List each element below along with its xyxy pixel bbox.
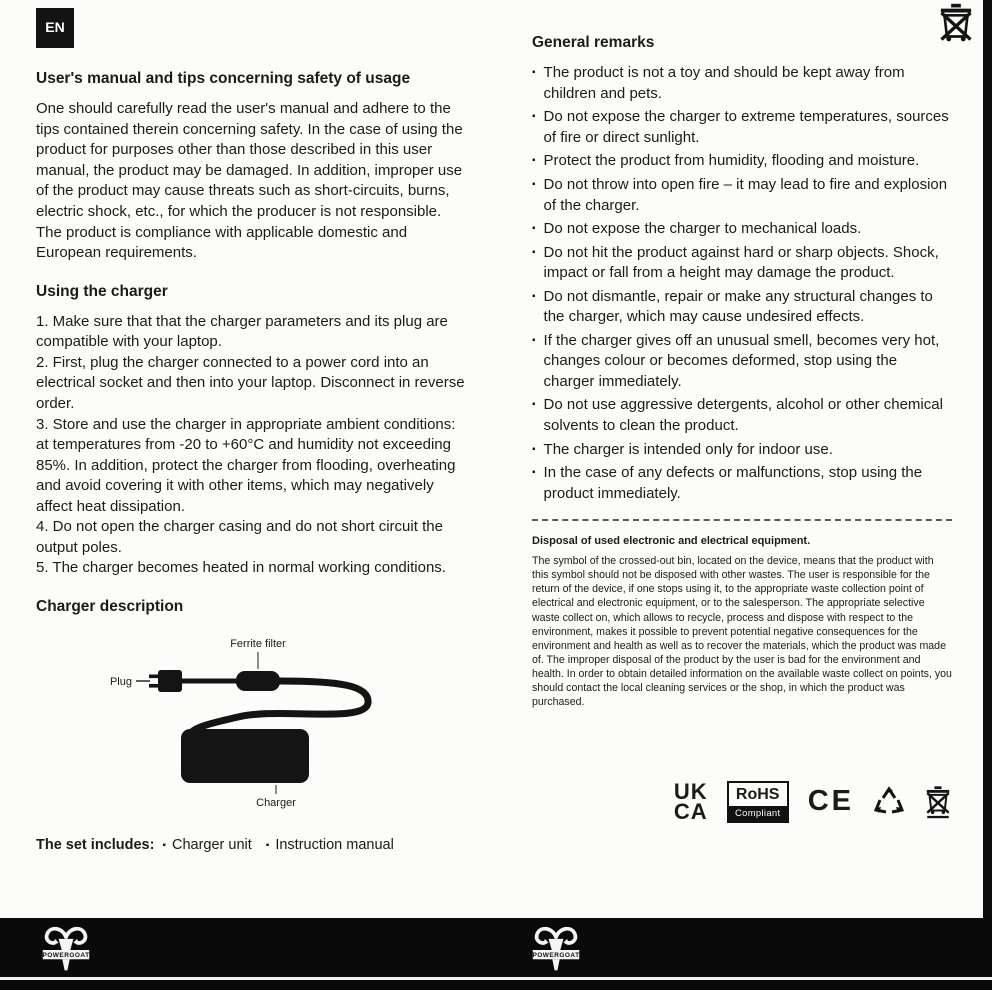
language-badge: EN: [36, 8, 74, 48]
set-includes-row: [36, 836, 468, 856]
remark-item: ▪ If the charger gives off an unusual smell, becomes very hot, changes colour or becomes deformed, stop using the charger immediately.: [532, 331, 952, 393]
plug-shape: [149, 670, 182, 692]
remark-item: ▪ The charger is intended only for indoor use.: [532, 440, 952, 461]
plug-label: Plug: [109, 676, 132, 689]
step-1: 1. Make sure that that the charger parameters and its plug are compatible with your laptop.: [36, 312, 448, 351]
step-5: 5. The charger becomes heated in normal working conditions.: [36, 559, 446, 577]
recycle-icon: [873, 786, 905, 818]
general-remarks-list: [532, 63, 952, 504]
remark-item: ▪ Do not hit the product against hard or sharp objects. Shock, impact or fall from a height may damage the product.: [532, 243, 952, 284]
powergoat-logo: [38, 924, 94, 976]
right-column: [532, 32, 952, 823]
charger-steps: [36, 312, 468, 579]
remark-item: ▪ In the case of any defects or malfunctions, stop using the product immediately.: [532, 463, 952, 504]
powergoat-logo: [528, 924, 584, 976]
intro-paragraph: One should carefully read the user's manual and adhere to the tips contained therein concerning safety. In the case of using the product for purposes other than those described in this user manual, the product may be damaged. In addition, improper use of the product may cause threats such as short-circuits, burns, electric shock, etc., for which the producer is not responsible. The product is compliance with applicable domestic and European requirements.: [36, 100, 463, 262]
remark-item: ▪ Protect the product from humidity, flooding and moisture.: [532, 151, 952, 172]
page-right-border: [983, 0, 992, 990]
charger-label: Charger: [256, 797, 296, 810]
ce-mark: CE: [807, 785, 854, 818]
disposal-text: The symbol of the crossed-out bin, located on the device, means that the product with this symbol should not be disposed with other wastes. The user is responsible for the return of the device, if one stops using it, to the appropriate waste collection point of electrical and electronic equipment, or to the salesperson. The appropriate selective waste collect on, which allows to recycle, process and dispose with respect to the environment, makes it possible to prevent potential negative consequences for the environment and health as well as to recover the materials, which the product was made of. The improper disposal of the product by the user is bad for the environment and health. In order to obtain detailed information on the available waste collect on points, you should contact the local cleaning services or the shop, in which the product was purchased.: [532, 555, 952, 709]
charger-body-shape: [181, 729, 309, 783]
charger-diagram: [36, 631, 466, 813]
footer-divider-line: [0, 977, 992, 980]
crossed-bin-icon: [924, 785, 952, 819]
set-includes-item: ▪ Instruction manual: [266, 836, 394, 856]
set-includes-item: ▪ Charger unit: [162, 836, 251, 856]
footer-band: [0, 918, 992, 990]
ferrite-filter-label: Ferrite filter: [230, 638, 286, 651]
section-title-charger-description: Charger description: [36, 597, 184, 615]
section-title-general-remarks: General remarks: [532, 34, 655, 51]
remark-item: ▪ Do not expose the charger to extreme temperatures, sources of fire or direct sunlight.: [532, 107, 952, 148]
ferrite-filter-shape: [236, 671, 280, 691]
rohs-mark: RoHS Compliant: [727, 781, 789, 823]
dashed-separator: [532, 519, 952, 521]
remark-item: ▪ Do not throw into open fire – it may lead to fire and explosion of the charger.: [532, 175, 952, 216]
step-2: 2. First, plug the charger connected to a power cord into an electrical socket and then into your laptop. Disconnect in reverse order.: [36, 353, 465, 413]
powergoat-wordmark: POWERGOAT: [532, 952, 580, 960]
step-3: 3. Store and use the charger in appropriate ambient conditions: at temperatures from -20 to +60°C and humidity not exceeding 85%. In addition, protect the charger from flooding, overheating and avoid covering it with other items, which may negatively affect heat dissipation.: [36, 415, 456, 515]
powergoat-wordmark: POWERGOAT: [42, 952, 90, 960]
certification-marks-row: [532, 778, 952, 825]
disposal-title: Disposal of used electronic and electrical equipment.: [532, 535, 811, 548]
left-column: [36, 8, 468, 856]
remark-item: ▪ Do not use aggressive detergents, alcohol or other chemical solvents to clean the product.: [532, 395, 952, 436]
step-4: 4. Do not open the charger casing and do not short circuit the output poles.: [36, 518, 443, 556]
remark-item: ▪ Do not expose the charger to mechanical loads.: [532, 219, 952, 240]
remark-item: ▪ Do not dismantle, repair or make any structural changes to the charger, which may cause undesired effects.: [532, 287, 952, 328]
remark-item: ▪ The product is not a toy and should be kept away from children and pets.: [532, 63, 952, 104]
section-title-usage-safety: User's manual and tips concerning safety of usage: [36, 70, 411, 87]
set-includes-label: The set includes:: [36, 836, 155, 853]
ukca-mark: UK CA: [673, 778, 708, 825]
section-title-using-charger: Using the charger: [36, 282, 168, 300]
